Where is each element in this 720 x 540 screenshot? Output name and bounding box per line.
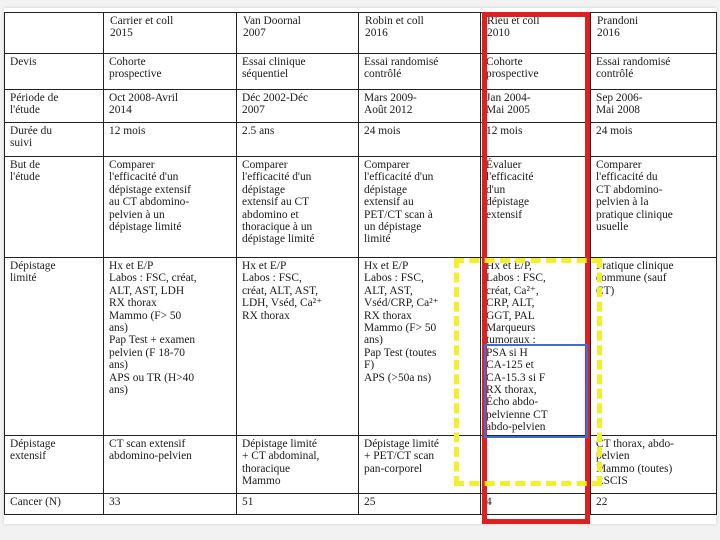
comparison-table	[4, 12, 717, 515]
header-robin: Robin et coll 2016	[359, 13, 481, 54]
table-row-but-etude	[5, 157, 717, 258]
row-label-periode: Période de l'étude	[5, 90, 104, 123]
cell-devis-carrier: Cohorte prospective	[104, 54, 237, 90]
header-corner	[5, 13, 104, 54]
header-row	[5, 13, 717, 54]
row-label-depistage-extensif: Dépistage extensif	[5, 435, 104, 493]
table-row-periode	[5, 90, 717, 123]
cell-but-etude-van-doornal: Comparer l'efficacité d'un dépistage extensif au CT abdomino et thoracique à un dépistage limité	[237, 157, 359, 258]
cell-but-etude-rieu: Évaluer l'efficacité d'un dépistage extensif	[481, 157, 591, 258]
table-row-devis	[5, 54, 717, 90]
cell-but-etude-carrier: Comparer l'efficacité d'un dépistage extensif au CT abdomino- pelvien à un dépistage limité	[104, 157, 237, 258]
cell-depistage-extensif-prandoni: CT thorax, abdo- pelvien Mammo (toutes) RSCIS	[591, 435, 717, 493]
cell-cancer-n-rieu: 4	[481, 493, 591, 514]
cell-depistage-limite-van-doornal: Hx et E/P Labos : FSC, créat, ALT, AST, LDH, Vséd, Ca²⁺ RX thorax	[237, 258, 359, 436]
header-prandoni: Prandoni 2016	[591, 13, 717, 54]
cell-duree-suivi-van-doornal: 2.5 ans	[237, 123, 359, 157]
table-row-cancer-n	[5, 493, 717, 514]
cell-devis-prandoni: Essai randomisé contrôlé	[591, 54, 717, 90]
header-carrier: Carrier et coll 2015	[104, 13, 237, 54]
cell-periode-carrier: Oct 2008-Avril 2014	[104, 90, 237, 123]
cell-depistage-limite-rieu: Hx et E/P, Labos : FSC, créat, Ca²⁺, CRP, ALT, GGT, PAL Marqueurs tumoraux : PSA si H CA-125 et CA-15.3 si F RX thorax, Écho abdo- pelvienne CT abdo-pelvien	[481, 258, 591, 436]
cell-duree-suivi-rieu: 12 mois	[481, 123, 591, 157]
row-label-but-etude: But de l'étude	[5, 157, 104, 258]
cell-cancer-n-prandoni: 22	[591, 493, 717, 514]
cell-depistage-limite-prandoni: Pratique clinique commune (sauf CT)	[591, 258, 717, 436]
cell-devis-rieu: Cohorte prospective	[481, 54, 591, 90]
cell-devis-robin: Essai randomisé contrôlé	[359, 54, 481, 90]
cell-depistage-extensif-robin: Dépistage limité + PET/CT scan pan-corporel	[359, 435, 481, 493]
slide-page	[4, 8, 716, 524]
row-label-devis: Devis	[5, 54, 104, 90]
cell-cancer-n-robin: 25	[359, 493, 481, 514]
cell-periode-van-doornal: Déc 2002-Déc 2007	[237, 90, 359, 123]
cell-cancer-n-carrier: 33	[104, 493, 237, 514]
cell-duree-suivi-carrier: 12 mois	[104, 123, 237, 157]
cell-cancer-n-van-doornal: 51	[237, 493, 359, 514]
cell-depistage-extensif-rieu	[481, 435, 591, 493]
cell-depistage-limite-carrier: Hx et E/P Labos : FSC, créat, ALT, AST, LDH RX thorax Mammo (F> 50 ans) Pap Test + examen pelvien (F 18-70 ans) APS ou TR (H>40 ans)	[104, 258, 237, 436]
header-rieu: Rieu et coll 2010	[481, 13, 591, 54]
table-row-depistage-extensif	[5, 435, 717, 493]
cell-duree-suivi-robin: 24 mois	[359, 123, 481, 157]
cell-but-etude-prandoni: Comparer l'efficacité du CT abdomino- pelvien à la pratique clinique usuelle	[591, 157, 717, 258]
cell-but-etude-robin: Comparer l'efficacité d'un dépistage extensif au PET/CT scan à un dépistage limité	[359, 157, 481, 258]
table-row-duree-suivi	[5, 123, 717, 157]
row-label-depistage-limite: Dépistage limité	[5, 258, 104, 436]
row-label-duree-suivi: Durée du suivi	[5, 123, 104, 157]
cell-devis-van-doornal: Essai clinique séquentiel	[237, 54, 359, 90]
cell-depistage-limite-robin: Hx et E/P Labos : FSC, ALT, AST, Vséd/CRP, Ca²⁺ RX thorax Mammo (F> 50 ans) Pap Test (toutes F) APS (>50a ns)	[359, 258, 481, 436]
cell-periode-rieu: Jan 2004- Mai 2005	[481, 90, 591, 123]
cell-periode-prandoni: Sep 2006- Mai 2008	[591, 90, 717, 123]
header-van-doornal: Van Doornal 2007	[237, 13, 359, 54]
cell-periode-robin: Mars 2009- Août 2012	[359, 90, 481, 123]
cell-depistage-extensif-carrier: CT scan extensif abdomino-pelvien	[104, 435, 237, 493]
cell-depistage-extensif-van-doornal: Dépistage limité + CT abdominal, thoracique Mammo	[237, 435, 359, 493]
cell-duree-suivi-prandoni: 24 mois	[591, 123, 717, 157]
row-label-cancer-n: Cancer (N)	[5, 493, 104, 514]
table-row-depistage-limite	[5, 258, 717, 436]
